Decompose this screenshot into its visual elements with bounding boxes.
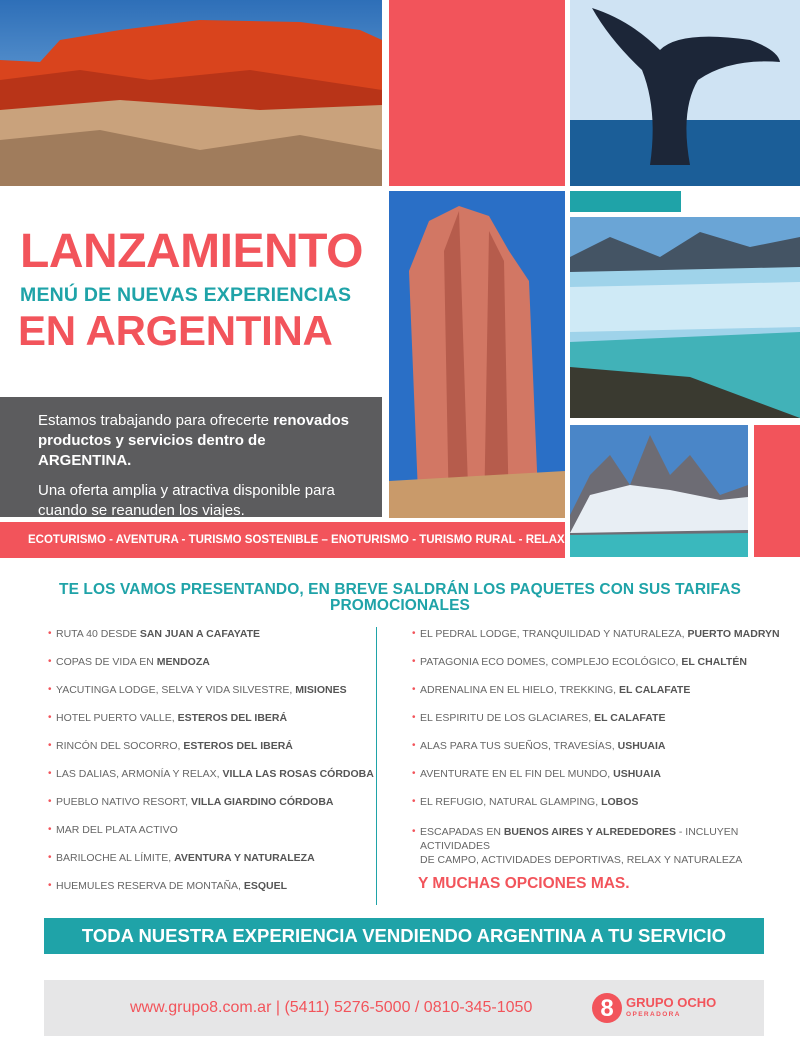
list-item: • YACUTINGA LODGE, SELVA Y VIDA SILVESTRE, MISIONES — [48, 685, 374, 713]
column-divider — [376, 627, 377, 905]
list-item: • ADRENALINA EN EL HIELO, TREKKING, EL CALAFATE — [412, 685, 800, 713]
intro-box — [0, 397, 382, 517]
contact-info: www.grupo8.com.ar | (5411) 5276-5000 / 0810-345-1050 — [130, 999, 533, 1016]
mountain-lake-photo — [570, 425, 748, 557]
service-banner: TODA NUESTRA EXPERIENCIA VENDIENDO ARGENTINA A TU SERVICIO — [44, 918, 764, 954]
rock-column-photo — [389, 191, 565, 518]
left-experience-list — [48, 629, 374, 909]
logo-mark-icon — [592, 992, 622, 1024]
right-experience-list — [412, 628, 800, 866]
glacier-photo — [570, 217, 800, 418]
svg-text:8: 8 — [600, 995, 614, 1022]
list-item: • MAR DEL PLATA ACTIVO — [48, 825, 374, 853]
page-title-line3: EN ARGENTINA — [18, 307, 333, 354]
logo-tagline: OPERADORA — [626, 1011, 681, 1018]
whale-tail-photo — [570, 0, 800, 186]
list-item: • ALAS PARA TUS SUEÑOS, TRAVESÍAS, USHUAIA — [412, 741, 800, 769]
list-item: • HOTEL PUERTO VALLE, ESTEROS DEL IBERÁ — [48, 713, 374, 741]
list-item: • COPAS DE VIDA EN MENDOZA — [48, 657, 374, 685]
intro-paragraph-2: Una oferta amplia y atractiva disponible para cuando se reanuden los viajes. — [38, 482, 335, 519]
page-subtitle: MENÚ DE NUEVAS EXPERIENCIAS — [20, 284, 352, 306]
teal-block — [570, 191, 681, 212]
list-item: • BARILOCHE AL LÍMITE, AVENTURA Y NATURALEZA — [48, 853, 374, 881]
red-canyon-photo — [0, 0, 382, 186]
list-item: • AVENTURATE EN EL FIN DEL MUNDO, USHUAIA — [412, 769, 800, 797]
intro-paragraph-1: Estamos trabajando para ofrecerte renovados productos y servicios dentro de ARGENTINA. — [38, 412, 349, 469]
section-subtitle: TE LOS VAMOS PRESENTANDO, EN BREVE SALDRÁN LOS PAQUETES CON SUS TARIFAS PROMOCIONALES — [59, 581, 741, 614]
list-item: • LAS DALIAS, ARMONÍA Y RELAX, VILLA LAS ROSAS CÓRDOBA — [48, 769, 374, 797]
list-item: • ESCAPADAS EN BUENOS AIRES Y ALREDEDORES - INCLUYEN ACTIVIDADES DE CAMPO, ACTIVIDADES DEPORTIVAS, RELAX Y NATURALEZA — [412, 825, 800, 859]
more-options-text: Y MUCHAS OPCIONES MAS. — [418, 875, 630, 892]
list-item: • RUTA 40 DESDE SAN JUAN A CAFAYATE — [48, 629, 374, 657]
coral-block-right — [754, 425, 800, 557]
list-item: • EL REFUGIO, NATURAL GLAMPING, LOBOS — [412, 797, 800, 825]
list-item: • EL PEDRAL LODGE, TRANQUILIDAD Y NATURALEZA, PUERTO MADRYN — [412, 629, 800, 657]
footer — [44, 980, 764, 1036]
page-title: LANZAMIENTO — [20, 225, 363, 278]
coral-block — [389, 0, 565, 186]
logo-name: GRUPO OCHO — [626, 995, 717, 1010]
list-item: • HUEMULES RESERVA DE MONTAÑA, ESQUEL — [48, 881, 374, 909]
categories-bar: ECOTURISMO - AVENTURA - TURISMO SOSTENIBLE – ENOTURISMO - TURISMO RURAL - RELAX — [0, 522, 565, 558]
list-item: • PUEBLO NATIVO RESORT, VILLA GIARDINO CÓRDOBA — [48, 797, 374, 825]
list-item: • RINCÓN DEL SOCORRO, ESTEROS DEL IBERÁ — [48, 741, 374, 769]
list-item: • EL ESPIRITU DE LOS GLACIARES, EL CALAFATE — [412, 713, 800, 741]
list-item: • PATAGONIA ECO DOMES, COMPLEJO ECOLÓGICO, EL CHALTÉN — [412, 657, 800, 685]
